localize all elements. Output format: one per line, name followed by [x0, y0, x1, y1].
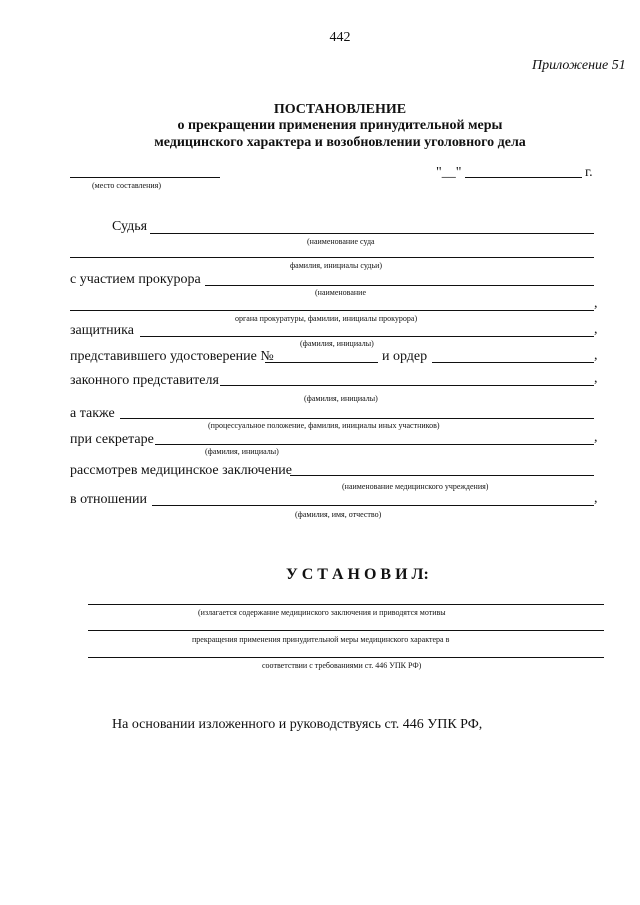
comma: ,: [594, 430, 598, 445]
legal-rep-caption: (фамилия, инициалы): [304, 394, 378, 403]
established-line-3[interactable]: [88, 657, 604, 658]
med-report-field[interactable]: [290, 475, 594, 476]
judge-name-caption: фамилия, инициалы судьи): [290, 261, 383, 270]
certificate-number-field[interactable]: [265, 362, 378, 363]
also-label: а также: [70, 406, 115, 421]
comma: ,: [594, 371, 598, 386]
med-report-label: рассмотрев медицинское заключение: [70, 463, 293, 478]
secretary-label: при секретаре: [70, 432, 154, 447]
court-caption: (наименование суда: [307, 237, 375, 246]
page-number: 442: [329, 30, 351, 45]
also-field[interactable]: [120, 418, 594, 419]
judge-name-field[interactable]: [70, 257, 594, 258]
prosecutor-caption-2: органа прокуратуры, фамилии, инициалы прокурора): [235, 314, 418, 323]
comma: ,: [594, 348, 598, 363]
regarding-field[interactable]: [152, 505, 594, 506]
established-line-1[interactable]: [88, 604, 604, 605]
secretary-field[interactable]: [155, 444, 594, 445]
order-label: и ордер: [382, 349, 428, 364]
date-year-suffix: г.: [585, 165, 593, 180]
comma: ,: [594, 296, 598, 311]
defender-caption: (фамилия, инициалы): [300, 339, 374, 348]
med-report-caption: (наименование медицинского учреждения): [342, 482, 489, 491]
legal-rep-label: законного представителя: [70, 373, 219, 388]
prosecutor-label: с участием прокурора: [70, 272, 201, 287]
date-field[interactable]: [465, 177, 582, 178]
regarding-caption: (фамилия, имя, отчество): [295, 510, 382, 519]
also-caption: (процессуальное положение, фамилия, инициалы иных участников): [208, 421, 440, 430]
closing-text: На основании изложенного и руководствуясь ст. 446 УПК РФ,: [112, 717, 483, 732]
established-heading: У С Т А Н О В И Л:: [286, 566, 429, 583]
established-caption-1: (излагается содержание медицинского заключения и приводятся мотивы: [198, 608, 446, 617]
established-line-2[interactable]: [88, 630, 604, 631]
appendix-label: Приложение 51: [532, 58, 626, 73]
established-caption-3: соответствии с требованиями ст. 446 УПК РФ): [262, 661, 422, 670]
prosecutor-caption-1: (наименование: [315, 288, 367, 297]
prosecutor-office-field[interactable]: [70, 310, 594, 311]
date-quote: "__": [436, 165, 462, 180]
defender-field[interactable]: [140, 336, 594, 337]
place-field[interactable]: [70, 177, 220, 178]
regarding-label: в отношении: [70, 492, 148, 507]
judge-field[interactable]: [150, 233, 594, 234]
secretary-caption: (фамилия, инициалы): [205, 447, 279, 456]
place-caption: (место составления): [92, 181, 161, 190]
prosecutor-field[interactable]: [205, 285, 594, 286]
document-title: ПОСТАНОВЛЕНИЕ: [273, 102, 407, 117]
comma: ,: [594, 491, 598, 506]
comma: ,: [594, 322, 598, 337]
established-caption-2: прекращения применения принудительной меры медицинского характера в: [192, 635, 450, 644]
certificate-label: представившего удостоверение №: [70, 349, 274, 364]
subtitle-line-1: о прекращении применения принудительной меры: [177, 118, 503, 133]
legal-rep-field[interactable]: [220, 385, 594, 386]
judge-label: Судья: [112, 219, 148, 234]
subtitle-line-2: медицинского характера и возобновлении уголовного дела: [154, 135, 526, 150]
defender-label: защитника: [70, 323, 134, 338]
order-field[interactable]: [432, 362, 594, 363]
